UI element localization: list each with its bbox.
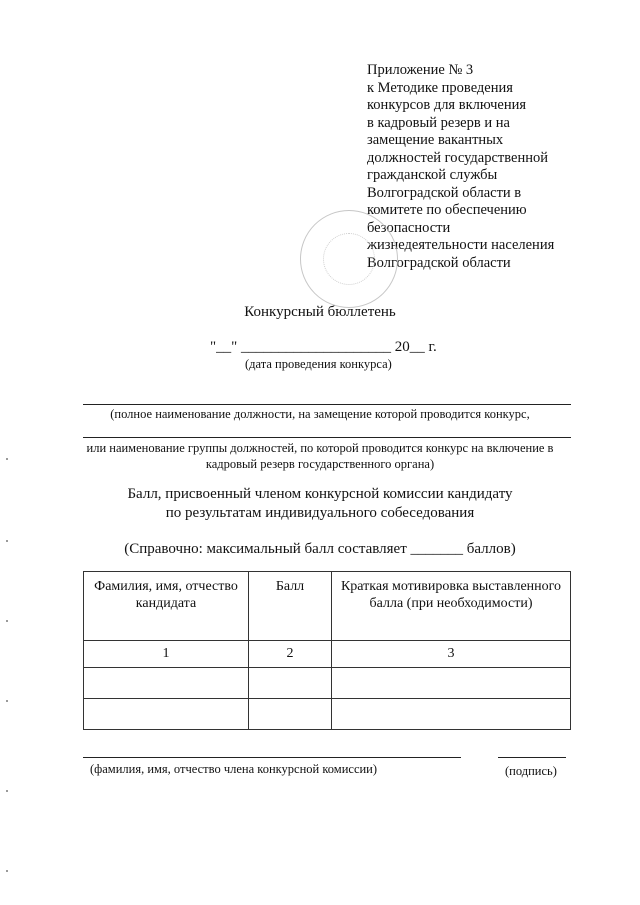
- position-fill-line: [83, 404, 571, 405]
- section-heading-line2: по результатам индивидуального собеседования: [165, 505, 475, 521]
- table-row: [84, 699, 571, 730]
- table-row: [84, 641, 571, 668]
- group-caption-line2: кадровый резерв государственного органа): [205, 457, 435, 471]
- appendix-line: к Методике проведения: [367, 79, 513, 96]
- faded-seal-stamp: [300, 210, 398, 308]
- appendix-line: Волгоградской области: [367, 254, 511, 271]
- header-score: Балл: [249, 572, 332, 641]
- appendix-block: [367, 62, 617, 272]
- date-line: "__" ____________________ 20__ г.: [210, 339, 437, 355]
- table-cell[interactable]: [332, 699, 571, 730]
- appendix-line: гражданской службы: [367, 167, 498, 183]
- appendix-line: комитете по обеспечению: [367, 202, 527, 218]
- reference-note: (Справочно: максимальный балл составляет _______ баллов): [124, 541, 516, 557]
- table-cell[interactable]: [84, 699, 249, 730]
- appendix-line: безопасности: [367, 219, 451, 236]
- appendix-line: в кадровый резерв и на: [367, 114, 510, 131]
- header-motivation: Краткая мотивировка выставленного балла (при необходимости): [332, 572, 571, 641]
- appendix-line: должностей государственной: [367, 149, 548, 166]
- table-cell[interactable]: [249, 668, 332, 699]
- column-number: 3: [332, 641, 571, 668]
- column-number: 1: [84, 641, 249, 668]
- appendix-line: Волгоградской области в: [367, 184, 522, 201]
- group-fill-line: [83, 437, 571, 438]
- column-number: 2: [249, 641, 332, 668]
- section-heading-line1: Балл, присвоенный членом конкурсной комиссии кандидату: [127, 486, 513, 502]
- header-candidate-name: Фамилия, имя, отчество кандидата: [84, 572, 249, 641]
- table-cell[interactable]: [332, 668, 571, 699]
- appendix-line: конкурсов для включения: [367, 97, 527, 113]
- signature-caption: (подпись): [505, 764, 557, 778]
- appendix-line: Приложение № 3: [367, 62, 474, 78]
- appendix-line: замещение вакантных: [367, 132, 504, 148]
- table-cell[interactable]: [84, 668, 249, 699]
- position-caption: (полное наименование должности, на замещение которой проводится конкурс,: [110, 407, 530, 421]
- appendix-line: жизнедеятельности населения: [367, 237, 555, 253]
- signature-fill-line: [498, 757, 566, 758]
- table-header-row: [84, 572, 571, 641]
- member-name-caption: (фамилия, имя, отчество члена конкурсной комиссии): [90, 762, 378, 776]
- document-title: Конкурсный бюллетень: [244, 304, 396, 320]
- date-caption: (дата проведения конкурса): [245, 357, 392, 371]
- member-name-fill-line: [83, 757, 461, 758]
- table-cell[interactable]: [249, 699, 332, 730]
- table-row: [84, 668, 571, 699]
- group-caption-line1: или наименование группы должностей, по которой проводится конкурс на включение в: [86, 441, 554, 455]
- scores-table: [83, 571, 571, 730]
